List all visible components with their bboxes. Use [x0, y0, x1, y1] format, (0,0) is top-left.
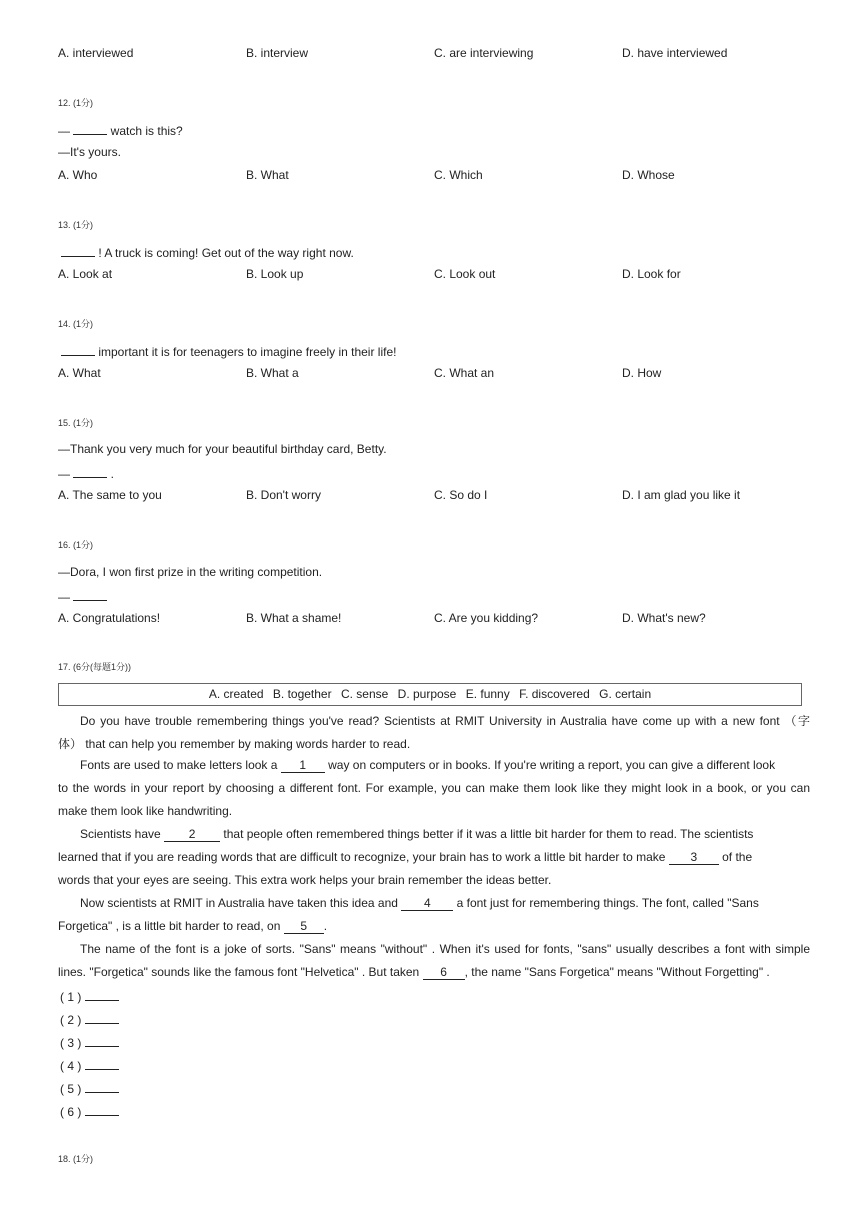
- q12-option-d[interactable]: D. Whose: [622, 168, 675, 182]
- q11-option-b[interactable]: B. interview: [246, 46, 309, 60]
- q14-stem: [61, 343, 396, 359]
- passage-blank-4: 4: [401, 897, 453, 911]
- passage-text: Scientists have: [80, 827, 165, 841]
- q11-option-a[interactable]: A. interviewed: [58, 46, 134, 60]
- answer-line-2[interactable]: [60, 1011, 119, 1027]
- passage-blank-3: 3: [669, 851, 719, 865]
- q14-option-b[interactable]: B. What a: [246, 366, 299, 380]
- passage-p3-line1: [80, 827, 810, 842]
- passage-p2-line1: [80, 758, 810, 773]
- q13-label: 13. (1分): [58, 220, 94, 230]
- q15-label: 15. (1分): [58, 418, 94, 428]
- passage-p4-line2: [58, 919, 810, 934]
- passage-text: .: [323, 919, 328, 933]
- q15-option-a[interactable]: A. The same to you: [58, 488, 162, 502]
- word-bank-item: C. sense: [340, 687, 389, 701]
- q14-blank: [61, 343, 95, 356]
- answer-blank[interactable]: [85, 1034, 119, 1047]
- answer-blank[interactable]: [85, 1057, 119, 1070]
- q13-option-a[interactable]: A. Look at: [58, 267, 113, 281]
- q12-stem-suffix: watch is this?: [107, 124, 183, 138]
- q15-reply-suffix: .: [107, 467, 115, 481]
- answer-line-label: ( 6 ): [60, 1105, 82, 1119]
- q12-option-c[interactable]: C. Which: [434, 168, 483, 182]
- passage-p5-line2: [58, 965, 810, 980]
- q16-reply-prefix: —: [58, 590, 74, 604]
- q13-option-d[interactable]: D. Look for: [622, 267, 681, 281]
- q14-label: 14. (1分): [58, 319, 94, 329]
- q17-label: 17. (6分(每题1分)): [58, 662, 132, 672]
- q16-option-c[interactable]: C. Are you kidding?: [434, 611, 539, 625]
- answer-blank[interactable]: [85, 988, 119, 1001]
- q11-option-d[interactable]: D. have interviewed: [622, 46, 728, 60]
- word-bank: [58, 683, 802, 706]
- q13-blank: [61, 244, 95, 257]
- answer-line-label: ( 2 ): [60, 1013, 82, 1027]
- q12-reply: —It's yours.: [58, 145, 121, 159]
- word-bank-item: F. discovered: [519, 687, 590, 701]
- q12-option-b[interactable]: B. What: [246, 168, 289, 182]
- answer-line-label: ( 4 ): [60, 1059, 82, 1073]
- passage-p3-line3: words that your eyes are seeing. This extra work helps your brain remember the ideas better.: [58, 873, 552, 887]
- passage-text: Fonts are used to make letters look a: [80, 758, 281, 772]
- q15-option-b[interactable]: B. Don't worry: [246, 488, 321, 502]
- q13-option-b[interactable]: B. Look up: [246, 267, 304, 281]
- q13-stem-suffix: ! A truck is coming! Get out of the way right now.: [95, 246, 354, 260]
- passage-p1-line2: 体） that can help you remember by making words harder to read.: [58, 737, 411, 751]
- passage-p2-line2: to the words in your report by choosing a different font. For example, you can make them look like they might look in a book, or you can: [58, 781, 810, 795]
- q11-option-c[interactable]: C. are interviewing: [434, 46, 534, 60]
- q12-blank: [73, 122, 107, 135]
- answer-blank[interactable]: [85, 1011, 119, 1024]
- passage-p1-line1: Do you have trouble remembering things you've read? Scientists at RMIT University in Australia have come up with a new font （字: [80, 714, 810, 728]
- answer-line-label: ( 3 ): [60, 1036, 82, 1050]
- passage-text: , the name "Sans Forgetica" means "Without Forgetting" .: [464, 965, 770, 979]
- passage-text: Forgetica" , is a little bit harder to read, on: [58, 919, 284, 933]
- q15-reply-prefix: —: [58, 467, 74, 481]
- word-bank-item: E. funny: [465, 687, 510, 701]
- word-bank-item: A. created: [208, 687, 264, 701]
- q18-label: 18. (1分): [58, 1154, 94, 1164]
- answer-line-6[interactable]: [60, 1103, 119, 1119]
- q16-stem: —Dora, I won first prize in the writing competition.: [58, 565, 323, 579]
- passage-text: that people often remembered things better if it was a little bit harder for them to read. The scientists: [220, 827, 754, 841]
- q15-option-c[interactable]: C. So do I: [434, 488, 488, 502]
- answer-line-label: ( 1 ): [60, 990, 82, 1004]
- answer-line-5[interactable]: [60, 1080, 119, 1096]
- passage-p3-line2: [58, 850, 810, 865]
- passage-blank-1: 1: [281, 759, 325, 773]
- passage-p4-line1: [80, 896, 810, 911]
- passage-text: Now scientists at RMIT in Australia have taken this idea and: [80, 896, 402, 910]
- word-bank-item: D. purpose: [397, 687, 457, 701]
- q15-blank: [73, 465, 107, 478]
- answer-blank[interactable]: [85, 1080, 119, 1093]
- q16-option-a[interactable]: A. Congratulations!: [58, 611, 161, 625]
- passage-text: lines. "Forgetica" sounds like the famous font "Helvetica" . But taken: [58, 965, 423, 979]
- q16-option-d[interactable]: D. What's new?: [622, 611, 706, 625]
- answer-line-label: ( 5 ): [60, 1082, 82, 1096]
- q13-option-c[interactable]: C. Look out: [434, 267, 496, 281]
- q14-option-a[interactable]: A. What: [58, 366, 101, 380]
- answer-blank[interactable]: [85, 1103, 119, 1116]
- q16-label: 16. (1分): [58, 540, 94, 550]
- q12-option-a[interactable]: A. Who: [58, 168, 98, 182]
- passage-text: a font just for remembering things. The font, called "Sans: [453, 896, 759, 910]
- q12-stem-prefix: —: [58, 124, 74, 138]
- q12-label: 12. (1分): [58, 98, 94, 108]
- q14-option-c[interactable]: C. What an: [434, 366, 495, 380]
- passage-text: of the: [718, 850, 753, 864]
- q15-reply: [58, 465, 114, 481]
- answer-line-3[interactable]: [60, 1034, 119, 1050]
- passage-p2-line3: make them look like handwriting.: [58, 804, 233, 818]
- q13-stem: [61, 244, 354, 260]
- q16-option-b[interactable]: B. What a shame!: [246, 611, 342, 625]
- answer-line-4[interactable]: [60, 1057, 119, 1073]
- q12-stem: [58, 122, 183, 138]
- passage-blank-5: 5: [284, 920, 324, 934]
- q14-stem-suffix: important it is for teenagers to imagine freely in their life!: [95, 345, 397, 359]
- passage-text: learned that if you are reading words that are difficult to recognize, your brain has to work a little bit harder to make: [58, 850, 669, 864]
- q15-option-d[interactable]: D. I am glad you like it: [622, 488, 741, 502]
- passage-blank-2: 2: [164, 828, 220, 842]
- passage-blank-6: 6: [423, 966, 465, 980]
- q16-blank: [73, 588, 107, 601]
- q14-option-d[interactable]: D. How: [622, 366, 662, 380]
- q15-stem: —Thank you very much for your beautiful birthday card, Betty.: [58, 442, 387, 456]
- q16-reply: [58, 588, 107, 604]
- word-bank-item: B. together: [272, 687, 332, 701]
- passage-p5-line1: The name of the font is a joke of sorts. "Sans" means "without" . When it's used for fonts, "sans" usually describes a font with simple: [80, 942, 810, 956]
- answer-line-1[interactable]: [60, 988, 119, 1004]
- passage-text: way on computers or in books. If you're writing a report, you can give a different look: [324, 758, 776, 772]
- word-bank-item: G. certain: [599, 687, 652, 701]
